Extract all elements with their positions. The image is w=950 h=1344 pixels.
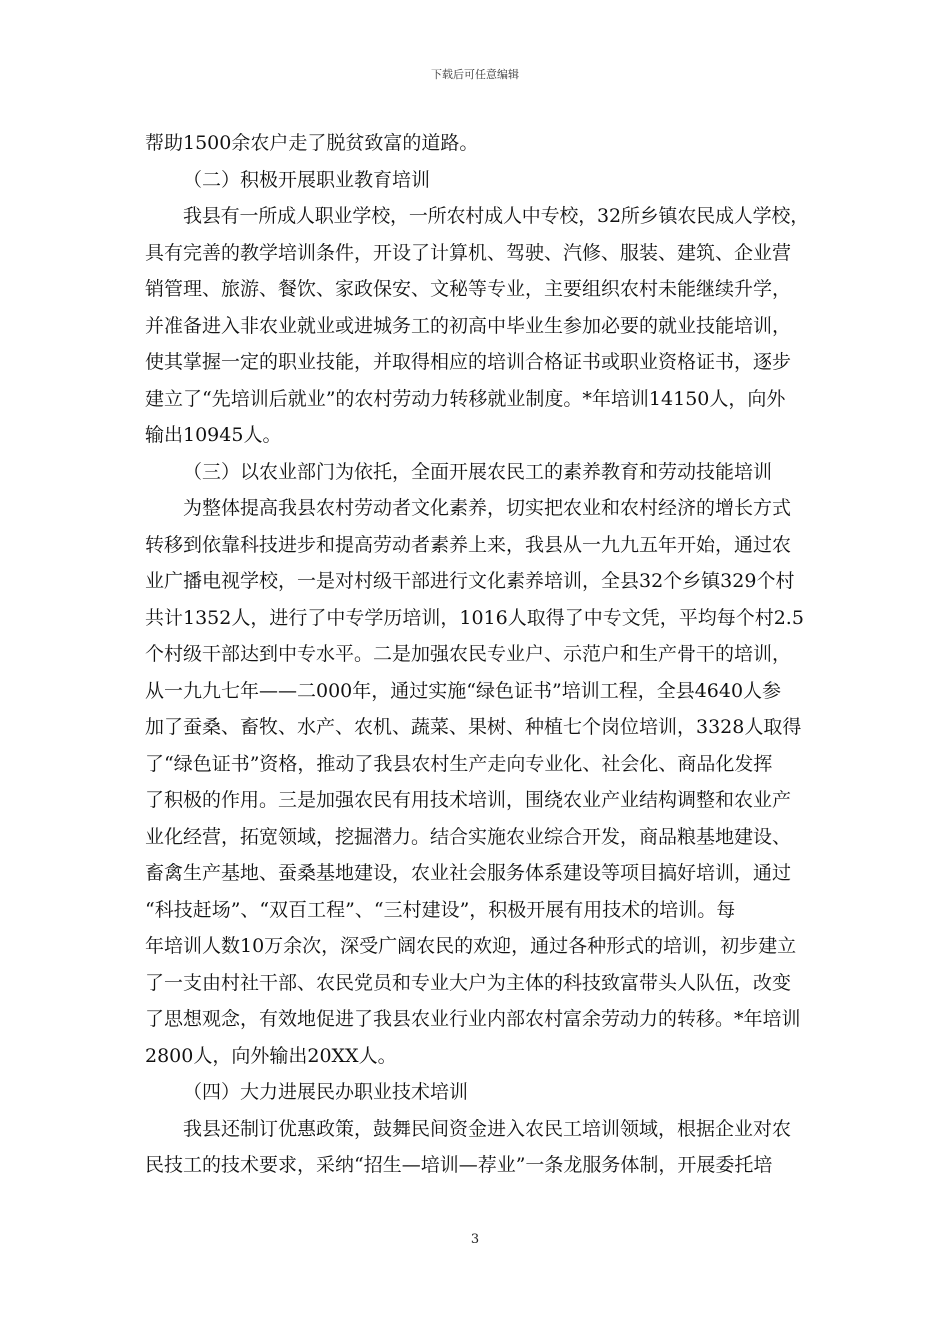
body-text: [145, 125, 809, 1184]
text-line: 业广播电视学校，一是对村级干部进行文化素养培训，全县32个乡镇329个村: [145, 570, 795, 592]
text-line: 了积极的作用。三是加强农民有用技术培训，围绕农业产业结构调整和农业产: [145, 789, 792, 811]
text-line: 加了蚕桑、畜牧、水产、农机、蔬菜、果树、种植七个岗位培训，3328人取得: [145, 716, 802, 738]
text-line: （三）以农业部门为依托，全面开展农民工的素养教育和劳动技能培训: [183, 460, 773, 483]
text-line: 销管理、旅游、餐饮、家政保安、文秘等专业，主要组织农村未能继续升学，: [145, 278, 792, 300]
text-line: 个村级干部达到中专水平。二是加强农民专业户、示范户和生产骨干的培训，: [145, 643, 792, 665]
text-line: 并准备进入非农业就业或进城务工的初高中毕业生参加必要的就业技能培训，: [145, 314, 792, 337]
text-line: 具有完善的教学培训条件，开设了计算机、驾驶、汽修、服装、建筑、企业营: [145, 241, 792, 264]
text-line: 输出10945人。: [145, 424, 282, 446]
text-line: 年培训人数10万余次，深受广阔农民的欢迎，通过各种形式的培训，初步建立: [145, 935, 797, 957]
text-line: 畜禽生产基地、蚕桑基地建设，农业社会服务体系建设等项目搞好培训，通过: [145, 862, 792, 884]
text-line: 为整体提高我县农村劳动者文化素养，切实把农业和农村经济的增长方式: [183, 497, 792, 519]
text-line: 转移到依靠科技进步和提高劳动者素养上来，我县从一九九五年开始，通过农: [145, 533, 792, 556]
page-header: 下载后可任意编辑: [431, 68, 519, 81]
text-line: 帮助1500余农户走了脱贫致富的道路。: [145, 132, 479, 154]
text-line: 了“绿色证书”资格，推动了我县农村生产走向专业化、社会化、商品化发挥: [145, 752, 773, 775]
text-line: （四）大力进展民办职业技术培训: [183, 1081, 469, 1103]
text-line: 民技工的技术要求，采纳“招生—培训—荐业”一条龙服务体制，开展委托培: [145, 1154, 773, 1176]
text-line: 了思想观念，有效地促进了我县农业行业内部农村富余劳动力的转移。*年培训: [145, 1008, 801, 1030]
text-line: 了一支由村社干部、农民党员和专业大户为主体的科技致富带头人队伍，改变: [145, 971, 792, 994]
text-line: 共计1352人，进行了中专学历培训，1016人取得了中专文凭，平均每个村2.5: [145, 606, 804, 629]
text-line: 我县还制订优惠政策，鼓舞民间资金进入农民工培训领域，根据企业对农: [183, 1117, 792, 1140]
text-line: （二）积极开展职业教育培训: [183, 168, 431, 191]
text-line: 建立了“先培训后就业”的农村劳动力转移就业制度。*年培训14150人，向外: [145, 387, 786, 410]
page-number: 3: [470, 1232, 480, 1247]
text-line: 从一九九七年——二000年，通过实施“绿色证书”培训工程，全县4640人参: [145, 679, 782, 702]
text-line: 2800人，向外输出20XX人。: [145, 1044, 397, 1067]
text-line: 使其掌握一定的职业技能，并取得相应的培训合格证书或职业资格证书，逐步: [145, 351, 792, 373]
text-line: 我县有一所成人职业学校，一所农村成人中专校，32所乡镇农民成人学校，: [183, 205, 809, 227]
text-line: “科技赶场”、“双百工程”、“三村建设”，积极开展有用技术的培训。每: [145, 898, 736, 921]
text-line: 业化经营，拓宽领域，挖掘潜力。结合实施农业综合开发，商品粮基地建设、: [145, 825, 792, 848]
